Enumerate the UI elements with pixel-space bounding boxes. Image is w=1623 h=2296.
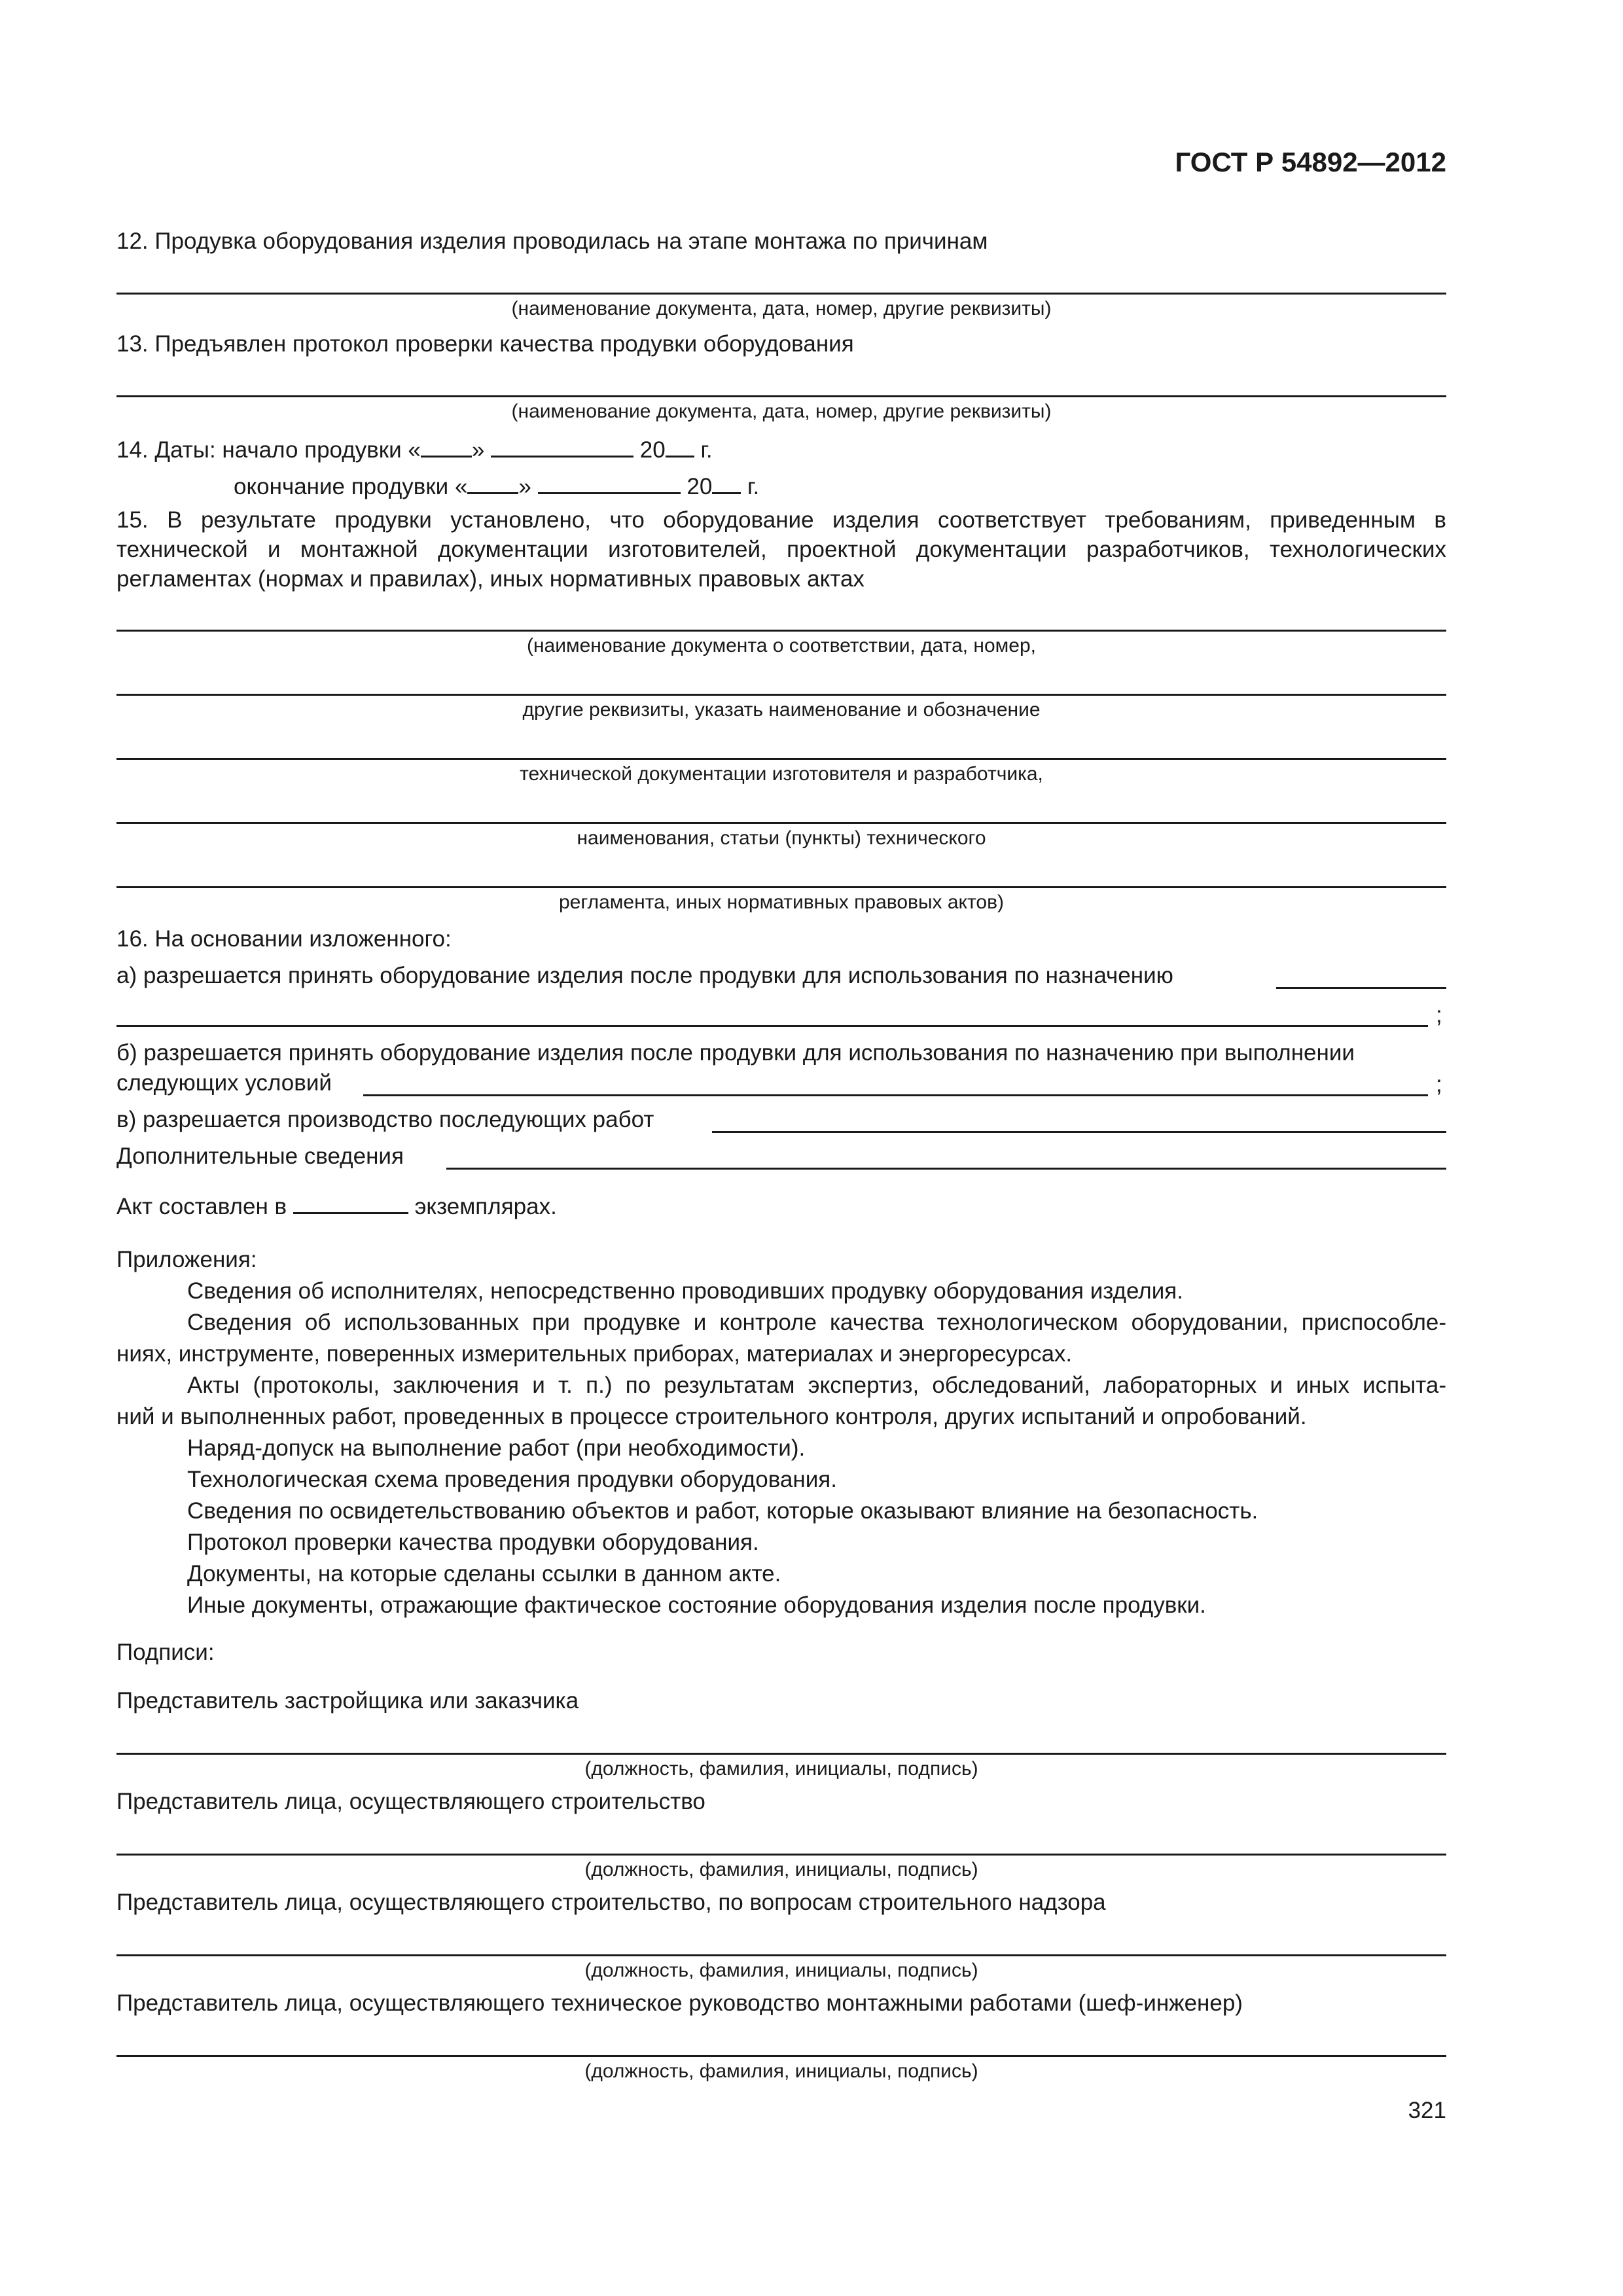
appendix-item: Сведения об исполнителях, непосредственно проводивших продувку оборудования изделия.: [187, 1278, 1183, 1304]
signature-role-2: Представитель лица, осуществляющего строительство: [116, 1789, 705, 1814]
additional-field[interactable]: [446, 1168, 1446, 1170]
act-prefix: Акт составлен в: [116, 1194, 287, 1219]
item-16a-semicolon: ;: [1436, 1002, 1442, 1028]
item-15-caption-4: наименования, статьи (пункты) технического: [577, 827, 986, 849]
act-suffix: экземплярах.: [414, 1194, 557, 1219]
item-12-caption: (наименование документа, дата, номер, другие реквизиты): [511, 298, 1052, 319]
standard-number: ГОСТ Р 54892—2012: [1175, 147, 1446, 177]
additional-label: Дополнительные сведения: [116, 1143, 404, 1169]
item-16a-field-line[interactable]: [116, 1025, 1428, 1027]
item-15-line-3[interactable]: [116, 758, 1446, 760]
item-13-caption: (наименование документа, дата, номер, другие реквизиты): [511, 401, 1052, 422]
item-13-text: 13. Предъявлен протокол проверки качества продувки оборудования: [116, 331, 854, 357]
appendix-item: Документы, на которые сделаны ссылки в данном акте.: [187, 1561, 781, 1587]
signature-role-4: Представитель лица, осуществляющего техническое руководство монтажными работами (шеф-инженер): [116, 1990, 1243, 2016]
end-label: окончание продувки «: [234, 474, 468, 499]
item-16c-field[interactable]: [712, 1131, 1446, 1133]
item-15-line-4[interactable]: [116, 822, 1446, 824]
signature-caption-1: (должность, фамилия, инициалы, подпись): [584, 1758, 978, 1780]
start-label: 14. Даты: начало продувки «: [116, 437, 421, 463]
page-number: 321: [1408, 2098, 1446, 2123]
start-year-suffix: г.: [700, 437, 713, 463]
appendix-item: Протокол проверки качества продувки оборудования.: [187, 1530, 759, 1555]
start-quote-close: »: [471, 437, 485, 463]
signatures-title: Подписи:: [116, 1640, 215, 1665]
signature-caption-4: (должность, фамилия, инициалы, подпись): [584, 2060, 978, 2082]
start-month-field[interactable]: [491, 432, 633, 457]
item-16b-semicolon: ;: [1436, 1071, 1442, 1097]
end-year-field[interactable]: [712, 469, 741, 494]
signature-line-2[interactable]: [116, 1854, 1446, 1856]
end-quote-close: »: [518, 474, 531, 499]
appendix-title: Приложения:: [116, 1247, 257, 1272]
item-16a-field-inline[interactable]: [1276, 987, 1446, 989]
appendix-item: Иные документы, отражающие фактическое состояние оборудования изделия после продувки.: [187, 1592, 1206, 1618]
appendix-item: Наряд-допуск на выполнение работ (при необходимости).: [187, 1435, 806, 1461]
signature-caption-2: (должность, фамилия, инициалы, подпись): [584, 1859, 978, 1880]
item-16b-field[interactable]: [363, 1094, 1428, 1096]
appendix-item: Технологическая схема проведения продувки оборудования.: [187, 1467, 837, 1492]
appendix-item: ний и выполненных работ, проведенных в процессе строительного контроля, других испытаний и опробований.: [116, 1404, 1307, 1429]
item-16b-line-2: следующих условий: [116, 1070, 332, 1096]
item-15-line-1[interactable]: [116, 630, 1446, 632]
item-14-end: [234, 469, 1446, 501]
appendix-item: Акты (протоколы, заключения и т. п.) по результатам экспертиз, обследований, лабораторных и иных испыта-: [187, 1372, 1446, 1398]
signature-line-4[interactable]: [116, 2055, 1446, 2057]
item-15-line-2[interactable]: [116, 694, 1446, 696]
start-year-prefix: 20: [639, 437, 666, 463]
item-14-start: [116, 432, 1446, 465]
end-day-field[interactable]: [467, 469, 518, 494]
item-15-caption-2: другие реквизиты, указать наименование и обозначение: [522, 699, 1041, 721]
item-16a-text: а) разрешается принять оборудование изделия после продувки для использования по назначению: [116, 963, 1173, 988]
item-12-line[interactable]: [116, 293, 1446, 295]
item-15-caption-3: технической документации изготовителя и разработчика,: [520, 763, 1043, 785]
signature-line-1[interactable]: [116, 1753, 1446, 1755]
item-16c-text: в) разрешается производство последующих работ: [116, 1107, 654, 1132]
signature-role-1: Представитель застройщика или заказчика: [116, 1688, 579, 1713]
end-year-prefix: 20: [687, 474, 713, 499]
signature-caption-3: (должность, фамилия, инициалы, подпись): [584, 1960, 978, 1981]
appendix-item: Сведения по освидетельствованию объектов и работ, которые оказывают влияние на безопасность.: [187, 1498, 1258, 1524]
start-year-field[interactable]: [666, 432, 694, 457]
appendix-item: Сведения об использованных при продувке и контроле качества технологическом оборудовании, приспособле-: [187, 1310, 1446, 1335]
item-15-line-5[interactable]: [116, 886, 1446, 888]
act-copies-field[interactable]: [293, 1189, 408, 1214]
item-16a: [116, 961, 1446, 990]
end-year-suffix: г.: [747, 474, 760, 499]
act-copies: [116, 1189, 1446, 1221]
item-16-text: 16. На основании изложенного:: [116, 926, 452, 952]
item-13-line[interactable]: [116, 395, 1446, 397]
end-month-field[interactable]: [538, 469, 681, 494]
appendix-item: ниях, инструменте, поверенных измерительных приборах, материалах и энергоресурсах.: [116, 1341, 1073, 1367]
item-15-caption-1: (наименование документа о соответствии, дата, номер,: [526, 635, 1037, 656]
item-16b-line-1: б) разрешается принять оборудование изделия после продувки для использования по назначению при выполнении: [116, 1040, 1355, 1066]
item-12-text: 12. Продувка оборудования изделия проводилась на этапе монтажа по причинам: [116, 228, 988, 254]
start-day-field[interactable]: [421, 432, 472, 457]
item-15-caption-5: регламента, иных нормативных правовых актов): [558, 891, 1005, 913]
signature-role-3: Представитель лица, осуществляющего строительство, по вопросам строительного надзора: [116, 1890, 1106, 1915]
item-15-text: 15. В результате продувки установлено, что оборудование изделия соответствует требованиям, приведенным в технической и монтажной документации изготовителей, проектной документации разработчиков, технологических регламентах (нормах и правилах), иных нормативных правовых актах: [116, 507, 1446, 592]
signature-line-3[interactable]: [116, 1954, 1446, 1956]
